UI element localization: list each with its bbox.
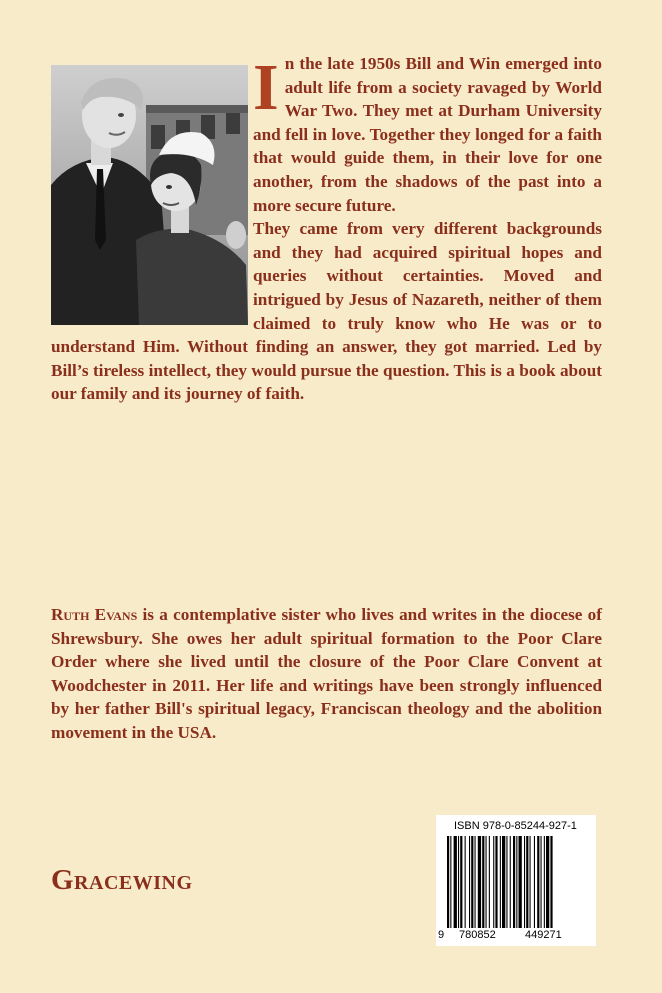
author-name: Ruth Evans bbox=[51, 605, 138, 624]
barcode-bar bbox=[469, 836, 470, 928]
barcode-bar bbox=[478, 836, 481, 928]
photo-spacer bbox=[51, 52, 253, 328]
barcode-bar bbox=[495, 836, 497, 928]
barcode-bar bbox=[537, 836, 539, 928]
barcode-bar bbox=[465, 836, 466, 928]
author-bio bbox=[51, 603, 602, 745]
blurb-paragraph-1-text: n the late 1950s Bill and Win emerged into adult life from a society ravaged by World War Two. They met at Durham University and fell in love. Together they longed for a faith that would guide them, in their love for one another, from the shadows of the past into a more secure future. bbox=[253, 54, 602, 215]
barcode-bar bbox=[541, 836, 542, 928]
barcode-bar bbox=[460, 836, 462, 928]
barcode-bar bbox=[486, 836, 487, 928]
barcode-bar bbox=[450, 836, 451, 928]
isbn-label: ISBN 978-0-85244-927-1 bbox=[454, 820, 577, 832]
barcode-bar bbox=[489, 836, 490, 928]
author-bio-text: is a contemplative sister who lives and writes in the diocese of Shrewsbury. She owes her adult spiritual formation to the Poor Clare Order where she lived until the closure of the Poor Clare Convent at Woodchester in 2011. Her life and writings have been strongly influenced by her father Bill's spiritual legacy, Franciscan theology and the abolition movement in the USA. bbox=[51, 605, 602, 742]
blurb bbox=[51, 52, 602, 406]
dropcap: I bbox=[253, 51, 279, 124]
barcode-bar bbox=[526, 836, 528, 928]
barcode-bar bbox=[493, 836, 494, 928]
barcode-bar bbox=[513, 836, 515, 928]
barcode-icon bbox=[447, 836, 587, 936]
barcode-bar bbox=[447, 836, 449, 928]
barcode-digits-left: 780852 bbox=[459, 929, 496, 941]
barcode-bar bbox=[482, 836, 484, 928]
barcode-bar bbox=[550, 836, 552, 928]
barcode-bar bbox=[534, 836, 535, 928]
barcode-bar bbox=[544, 836, 545, 928]
blurb-paragraph-2: They came from very different backgrounds and they had acquired spiritual hopes and queries without certainties. Moved and intrigued by Jesus of Nazareth, neither of them claimed to truly know who He was or to understand Him. Without finding an answer, they got married. Led by Bill’s tireless intellect, they would pursue the question. This is a book about our family and its journey of faith. bbox=[51, 219, 602, 404]
barcode-bar bbox=[516, 836, 517, 928]
barcode-bar bbox=[510, 836, 511, 928]
barcode-bar bbox=[500, 836, 501, 928]
barcode-bar bbox=[454, 836, 457, 928]
publisher-logo: Gracewing bbox=[51, 864, 193, 896]
barcode-digits-right: 449271 bbox=[525, 929, 562, 941]
barcode-bar bbox=[530, 836, 531, 928]
barcode-bar bbox=[546, 836, 549, 928]
barcode-bar bbox=[471, 836, 473, 928]
barcode-bar bbox=[506, 836, 507, 928]
barcode-bar bbox=[524, 836, 525, 928]
barcode-digit-lead: 9 bbox=[438, 929, 445, 941]
barcode-bar bbox=[475, 836, 476, 928]
barcode-bar bbox=[458, 836, 459, 928]
barcode-bar bbox=[502, 836, 505, 928]
barcode-bar bbox=[519, 836, 522, 928]
barcode-digits bbox=[437, 929, 595, 943]
